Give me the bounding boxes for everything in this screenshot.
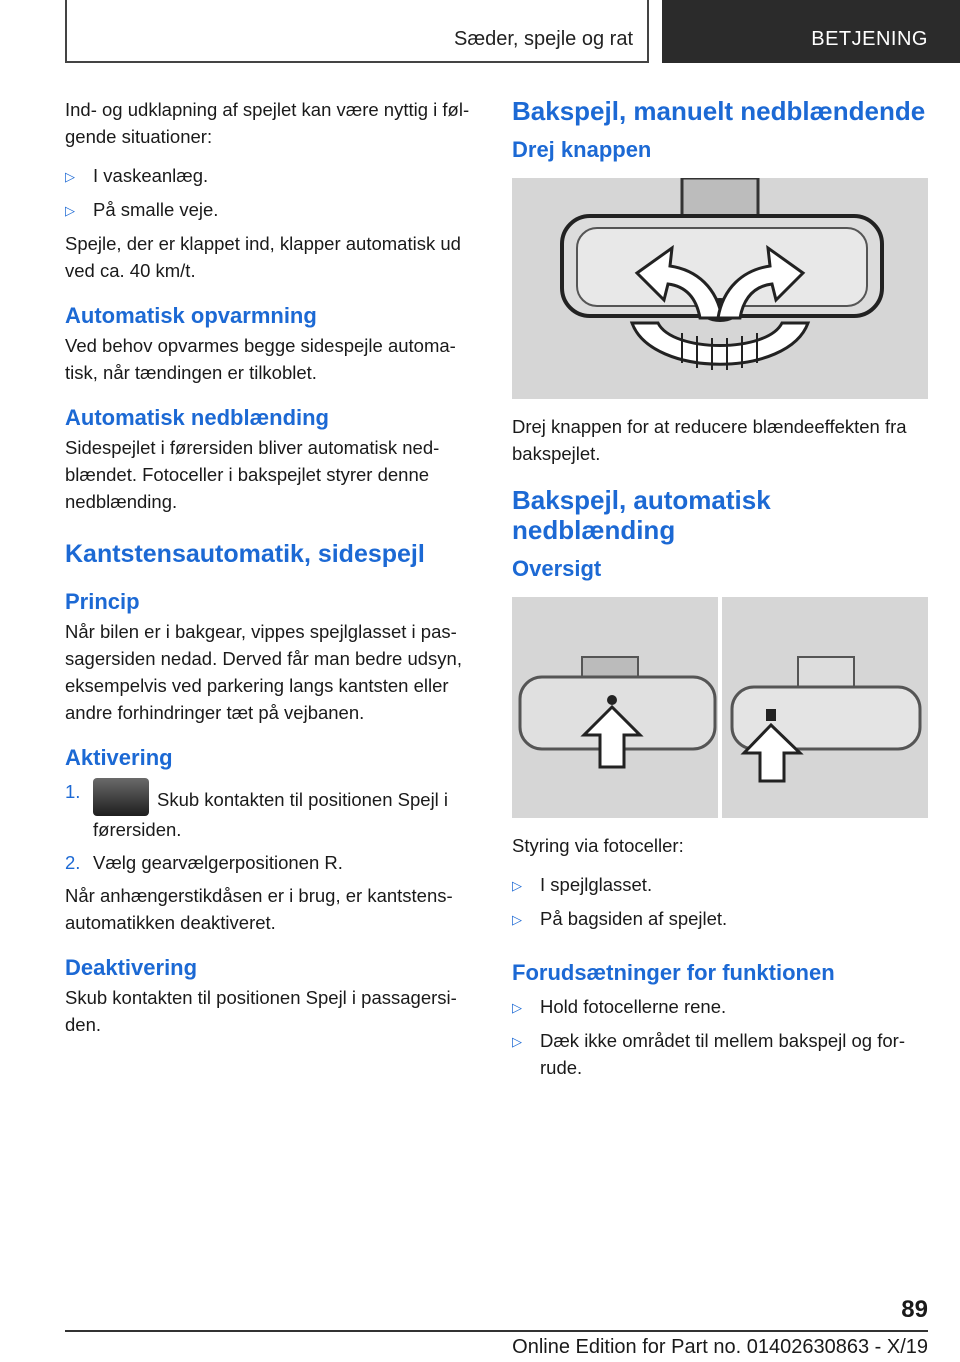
fold-out-paragraph: Spejle, der er klappet ind, klapper automatisk ud ved ca. 40 km/t. [65,233,461,281]
turn-knob-paragraph: Drej knappen for at reducere blændeeffekten fra bakspejlet. [512,416,907,464]
triangle-bullet-icon: ▷ [512,1000,522,1015]
principle-heading: Princip [65,589,140,614]
list-item: ▷ På smalle veje. [65,196,480,224]
curb-heading: Kantstensautomatik, sidespejl [65,540,425,568]
principle-paragraph: Når bilen er i bakgear, vippes spejlglasset i passagersiden nedad. Derved får man bedre udsyn, eksempelvis ved parkering langs kantsten eller andre forhindringer tæt på vejbanen. [65,621,462,723]
deactivation-heading: Deaktivering [65,955,198,980]
manual-mirror-heading: Bakspejl, manuelt nedblændende [512,96,926,126]
list-item: ▷ På bagsiden af spejlet. [512,905,928,933]
auto-mirror-heading: Bakspejl, automatisk nedblænding [512,485,771,545]
auto-heat-paragraph: Ved behov opvarmes begge sidespejle automatisk, når tændingen er tilkoblet. [65,335,456,383]
auto-heat-heading: Automatisk opvarmning [65,303,317,328]
left-column [65,96,480,1050]
step-item: 2. Vælg gearvælgerpositionen R. [65,852,343,873]
footer-divider [65,1330,928,1332]
section-title: Sæder, spejle og rat [454,28,633,50]
deactivation-paragraph: Skub kontakten til positionen Spejl i passagersiden. [65,987,457,1035]
list-item: ▷ Hold fotocellerne rene. [512,993,928,1021]
rear-photocell-icon [722,597,928,818]
list-item: ▷ I spejlglasset. [512,871,928,899]
front-photocell-icon [512,597,718,818]
header-chapter-tab [662,0,960,63]
activation-heading: Aktivering [65,745,173,770]
list-item: ▷ Dæk ikke området til mellem bakspejl og forrude. [512,1027,928,1081]
triangle-bullet-icon: ▷ [512,912,522,927]
page-number: 89 [901,1296,928,1323]
triangle-bullet-icon: ▷ [65,169,75,184]
knob-mirror-illustration [512,178,928,399]
turn-knob-heading: Drej knappen [512,137,652,162]
photocell-intro: Styring via fotoceller: [512,835,684,856]
rear-mirror-knob-icon [512,178,928,399]
triangle-bullet-icon: ▷ [512,878,522,893]
step-item: 1. Skub kontakten til positionen Spejl i førersiden. [65,778,480,843]
chapter-title: BETJENING [811,28,928,50]
photocell-illustration [512,597,928,818]
intro-paragraph: Ind- og udklapning af spejlet kan være nyttig i følgende situationer: [65,99,470,147]
mirror-switch-icon [93,778,149,816]
list-item: ▷ I vaskeanlæg. [65,162,480,190]
footer-edition: Online Edition for Part no. 01402630863 - X/19 [512,1336,928,1358]
triangle-bullet-icon: ▷ [512,1034,522,1049]
right-column [512,96,928,1087]
auto-dim-paragraph: Sidespejlet i førersiden bliver automatisk nedblændet. Fotoceller i bakspejlet styrer denne nedblænding. [65,437,440,512]
header-section-tab [65,0,649,63]
prerequisites-heading: Forudsætninger for funktionen [512,960,835,985]
triangle-bullet-icon: ▷ [65,203,75,218]
activation-after-paragraph: Når anhængerstikdåsen er i brug, er kantstensautomatikken deaktiveret. [65,885,453,933]
auto-dim-heading: Automatisk nedblænding [65,405,329,430]
overview-heading: Oversigt [512,556,602,581]
